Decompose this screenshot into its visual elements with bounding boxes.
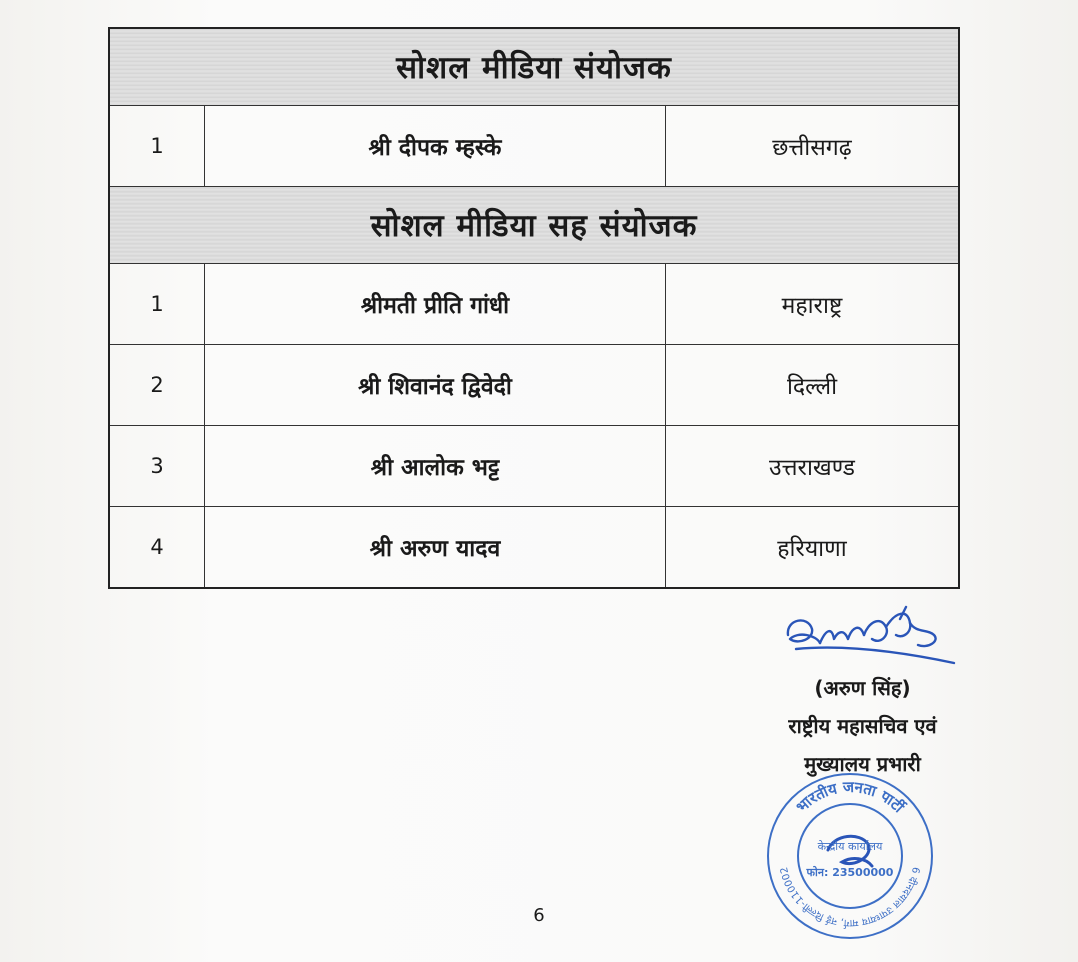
signature-block: [740, 605, 985, 783]
table-row: [109, 426, 959, 507]
serial-number: 2: [109, 345, 205, 426]
table-row: [109, 345, 959, 426]
stamp-office-label: केन्द्रीय कार्यालय: [817, 840, 883, 853]
member-state: हरियाणा: [666, 507, 960, 589]
signatory-name: (अरुण सिंह): [814, 676, 911, 700]
stamp-address: 6 दीनदयाल उपाध्याय मार्ग, नई दिल्ली-110002: [778, 865, 922, 929]
section-title: सोशल मीडिया सह संयोजक: [109, 187, 959, 264]
member-state: दिल्ली: [666, 345, 960, 426]
table-row: [109, 106, 959, 187]
stamp-phone: फोन: 23500000: [806, 866, 894, 879]
section-header-co-convenor: [109, 187, 959, 264]
signature-icon: [768, 605, 958, 671]
member-name: श्री दीपक म्हस्के: [205, 106, 666, 187]
serial-number: 1: [109, 264, 205, 345]
member-name: श्री आलोक भट्ट: [205, 426, 666, 507]
signatory-title-continued: मुख्यालय प्रभारी: [804, 752, 921, 776]
serial-number: 3: [109, 426, 205, 507]
serial-number: 1: [109, 106, 205, 187]
table-row: [109, 264, 959, 345]
signatory-title: राष्ट्रीय महासचिव एवं: [788, 714, 937, 738]
member-table: [108, 27, 960, 589]
member-name: श्री अरुण यादव: [205, 507, 666, 589]
table-row: [109, 507, 959, 589]
section-title: सोशल मीडिया संयोजक: [109, 28, 959, 106]
member-state: छत्तीसगढ़: [666, 106, 960, 187]
member-name: श्रीमती प्रीति गांधी: [205, 264, 666, 345]
member-state: महाराष्ट्र: [666, 264, 960, 345]
serial-number: 4: [109, 507, 205, 589]
page-number: 6: [533, 905, 545, 926]
member-state: उत्तराखण्ड: [666, 426, 960, 507]
section-header-convenor: [109, 28, 959, 106]
stamp-ring-text: भारतीय जनता पार्टी: [792, 777, 908, 817]
member-name: श्री शिवानंद द्विवेदी: [205, 345, 666, 426]
